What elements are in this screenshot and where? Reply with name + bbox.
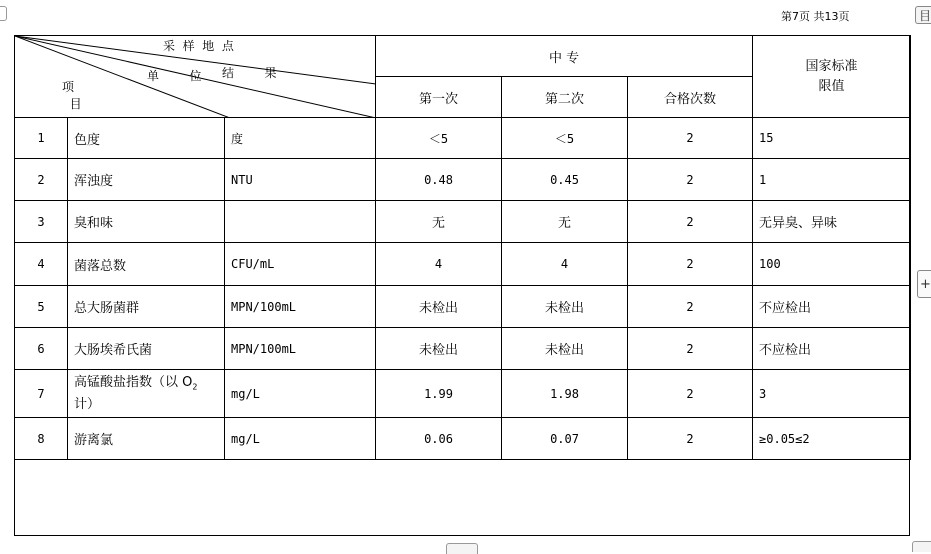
item-label: 项 目 [62,80,82,111]
add-page-button[interactable]: + [917,270,931,298]
pass-count: 2 [628,159,753,201]
limit-value: 15 [753,118,911,159]
first-value: 无 [376,201,502,243]
limit-header: 国家标准 限值 [753,36,911,118]
page-corner-marker [0,6,7,21]
item-name-tail: 计） [74,396,101,412]
item-name: 浑浊度 [68,159,225,201]
row-number: 7 [15,370,68,418]
unit-value: 度 [225,118,376,159]
pass-count: 2 [628,370,753,418]
unit-value: MPN/100mL [225,286,376,328]
item-name-subscript: 2 [192,382,198,392]
pass-count: 2 [628,118,753,159]
item-name: 菌落总数 [68,243,225,286]
sampling-site-label: 采 样 地 点 [163,39,234,53]
first-value: 0.06 [376,418,502,460]
item-name: 臭和味 [68,201,225,243]
row-number: 5 [15,286,68,328]
unit-value: CFU/mL [225,243,376,286]
item-name: 色度 [68,118,225,159]
first-value: 未检出 [376,286,502,328]
second-value: 未检出 [502,328,628,370]
limit-value: ≥0.05≤2 [753,418,911,460]
row-number: 2 [15,159,68,201]
unit-value: mg/L [225,418,376,460]
pass-count: 2 [628,286,753,328]
second-value: 1.98 [502,370,628,418]
limit-value: 1 [753,159,911,201]
second-value: ＜5 [502,118,628,159]
second-value: 0.07 [502,418,628,460]
first-test-header: 第一次 [376,77,502,118]
pass-count: 2 [628,243,753,286]
row-number: 4 [15,243,68,286]
pass-count: 2 [628,418,753,460]
page-indicator: 第7页 共13页 [781,10,850,23]
unit-label: 单 位 [147,69,202,83]
first-value: 1.99 [376,370,502,418]
limit-value: 不应检出 [753,286,911,328]
second-value: 无 [502,201,628,243]
table-outer-frame [14,35,910,536]
unit-value: mg/L [225,370,376,418]
item-name: 大肠埃希氏菌 [68,328,225,370]
second-value: 0.45 [502,159,628,201]
bottom-right-tab[interactable] [912,541,931,552]
item-name-text: 高锰酸盐指数（以 O [74,375,193,391]
row-number: 3 [15,201,68,243]
second-value: 4 [502,243,628,286]
limit-value: 无异臭、异味 [753,201,911,243]
second-test-header: 第二次 [502,77,628,118]
second-value: 未检出 [502,286,628,328]
first-value: 4 [376,243,502,286]
first-value: 未检出 [376,328,502,370]
limit-value: 3 [753,370,911,418]
unit-value: MPN/100mL [225,328,376,370]
unit-value: NTU [225,159,376,201]
row-number: 6 [15,328,68,370]
pass-count: 2 [628,328,753,370]
item-name: 总大肠菌群 [68,286,225,328]
row-number: 1 [15,118,68,159]
limit-value: 不应检出 [753,328,911,370]
limit-value: 100 [753,243,911,286]
side-panel-toggle-button[interactable]: 目 [915,6,931,24]
pass-count: 2 [628,201,753,243]
site-name-header: 中 专 [376,36,753,77]
first-value: 0.48 [376,159,502,201]
result-label: 结 果 [222,66,277,80]
first-value: ＜5 [376,118,502,159]
row-number: 8 [15,418,68,460]
pass-count-header: 合格次数 [628,77,753,118]
item-name: 游离氯 [68,418,225,460]
